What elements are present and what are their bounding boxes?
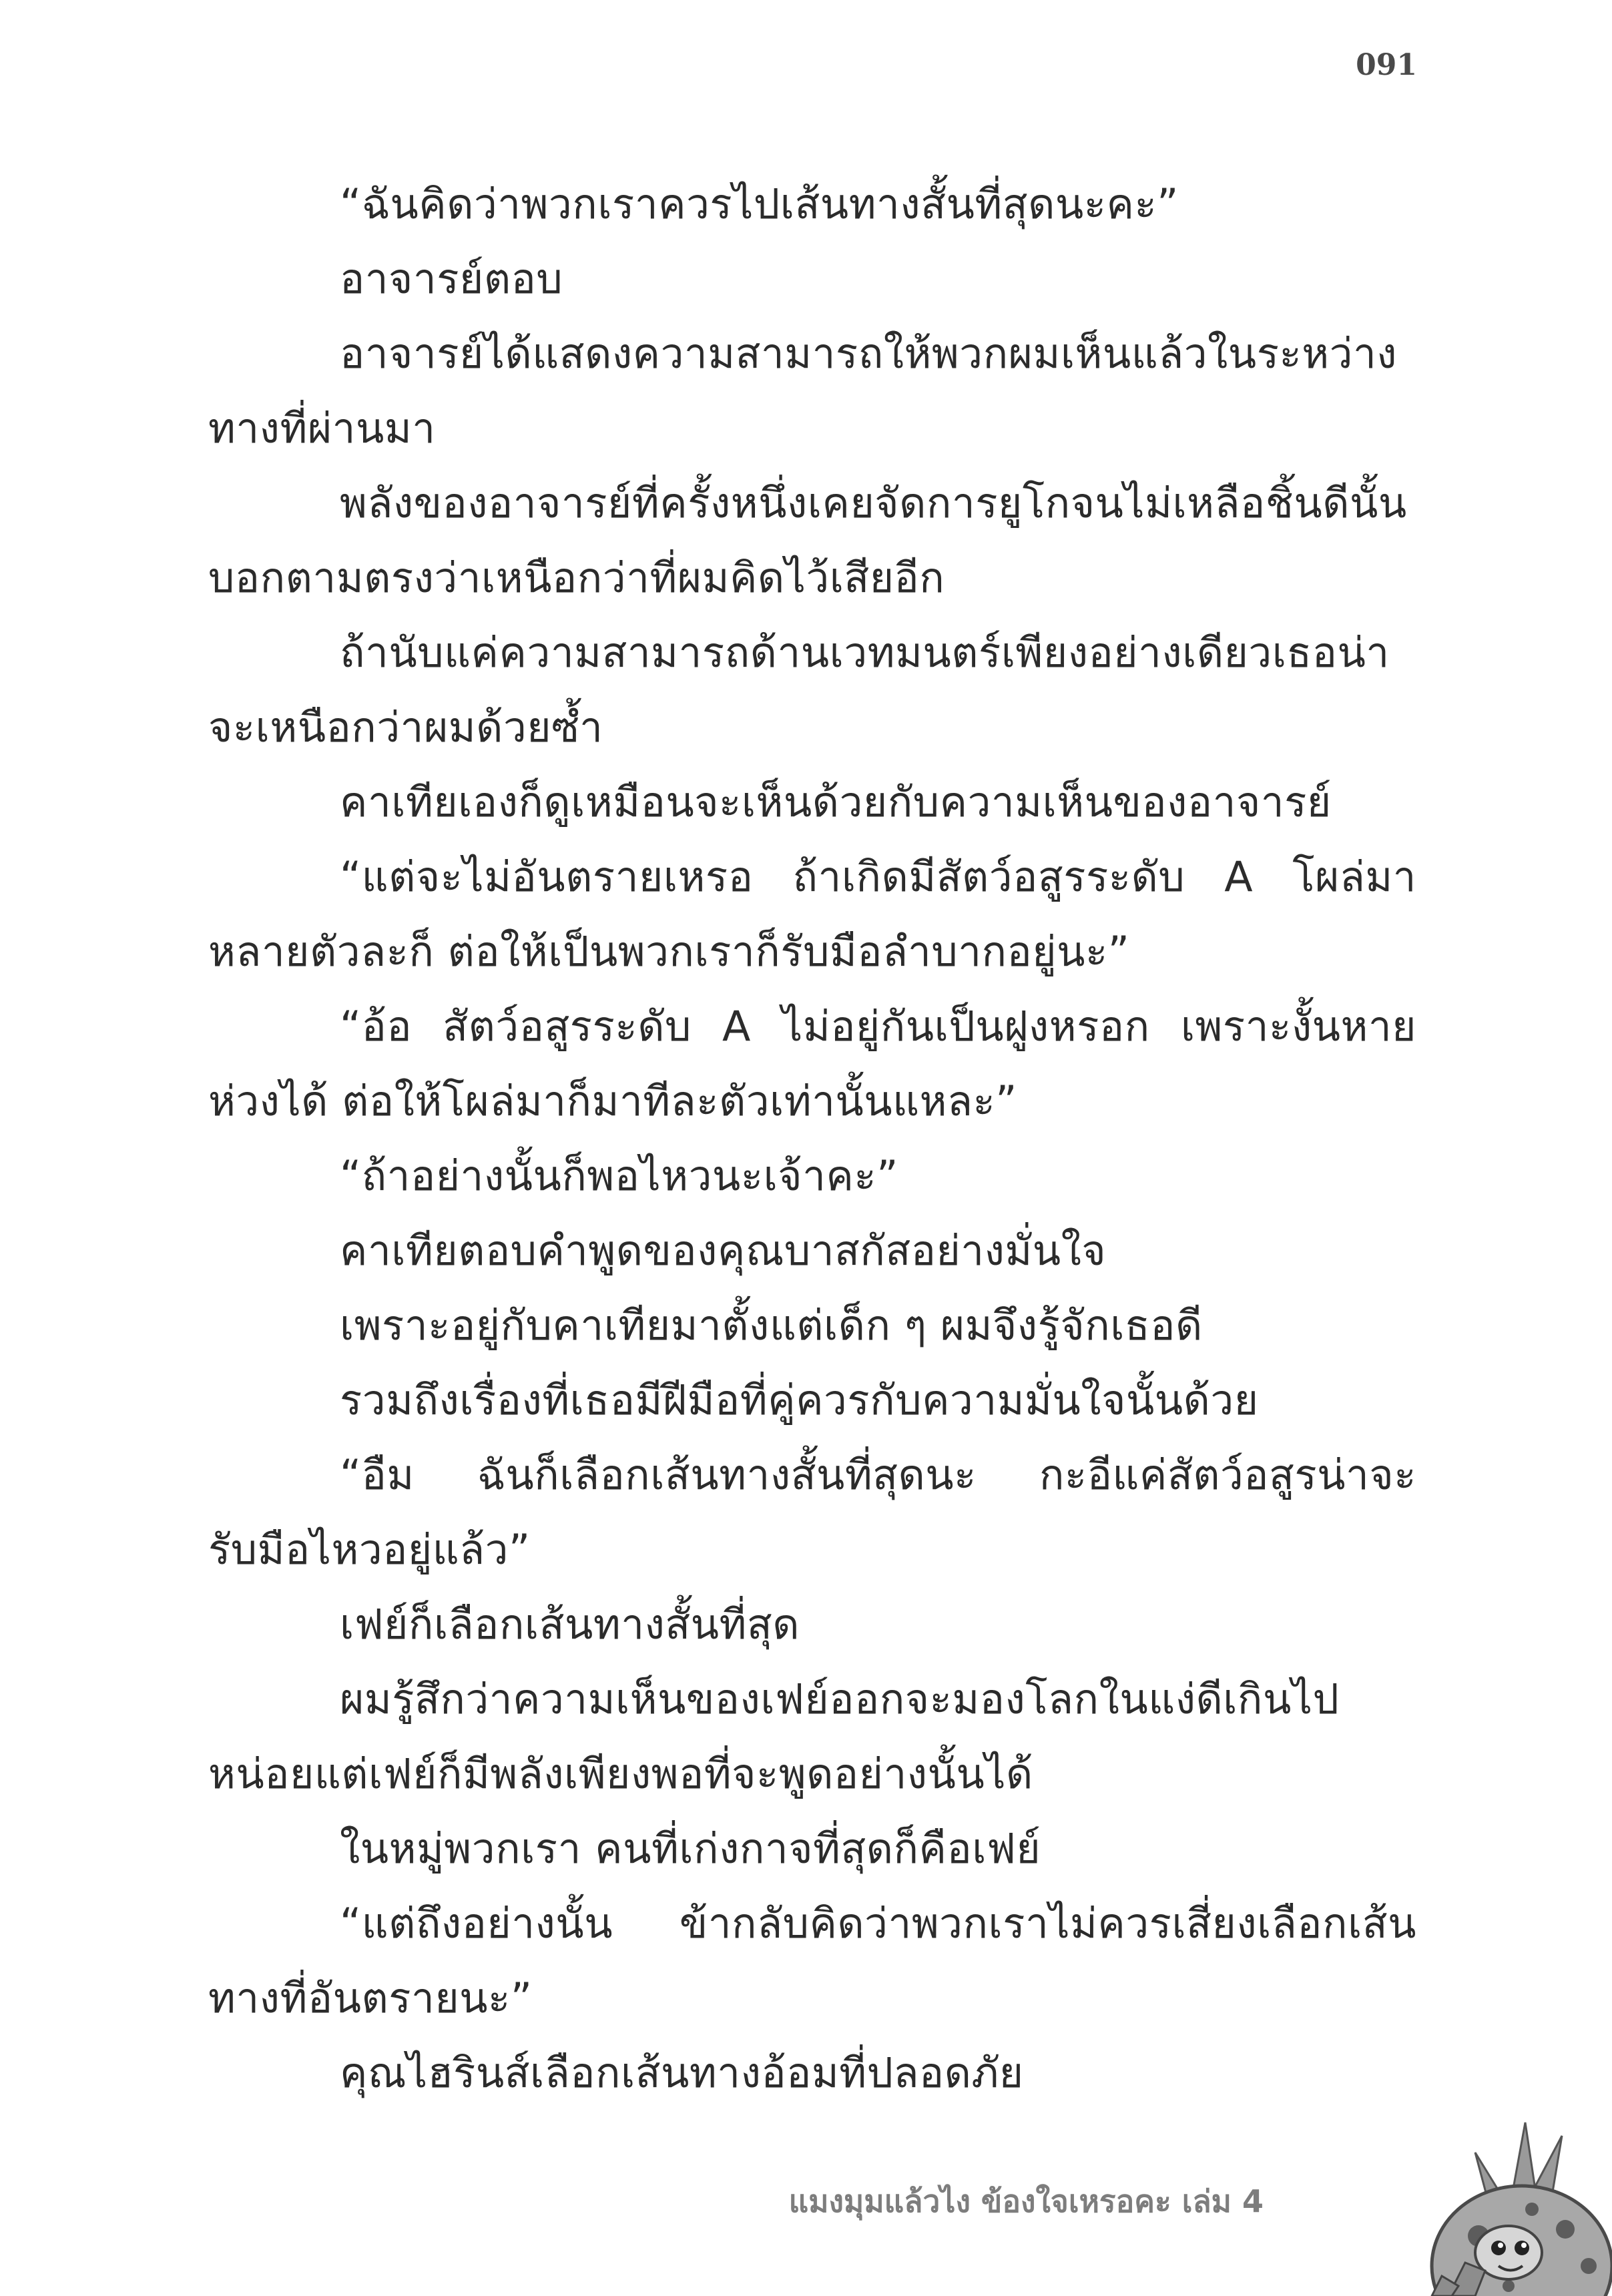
spider-mascot-icon bbox=[1332, 2096, 1612, 2296]
paragraph: “อืม ฉันก็เลือกเส้นทางสั้นที่สุดนะ กะอีแค่สัตว์อสูรน่าจะรับมือไหวอยู่แล้ว” bbox=[208, 1450, 1416, 1574]
page-number: 091 bbox=[1356, 48, 1417, 82]
paragraph: รวมถึงเรื่องที่เธอมีฝีมือที่คู่ควรกับความมั่นใจนั้นด้วย bbox=[340, 1376, 1259, 1424]
paragraph: พลังของอาจารย์ที่ครั้งหนึ่งเคยจัดการยูโกจนไม่เหลือชิ้นดีนั้นบอกตามตรงว่าเหนือกว่าที่ผมคิดไว้เสียอีก bbox=[208, 479, 1407, 602]
paragraph: คาเทียตอบคำพูดของคุณบาสกัสอย่างมั่นใจ bbox=[340, 1226, 1107, 1275]
footer-book-title: แมงมุมแล้วไง ข้องใจเหรอคะ เล่ม 4 bbox=[788, 2183, 1264, 2219]
paragraph: อาจารย์ตอบ bbox=[340, 254, 563, 303]
paragraph: ในหมู่พวกเรา คนที่เก่งกาจที่สุดก็คือเฟย์ bbox=[340, 1824, 1041, 1873]
paragraph: อาจารย์ได้แสดงความสามารถให้พวกผมเห็นแล้วในระหว่างทางที่ผ่านมา bbox=[208, 329, 1398, 453]
paragraph: “แต่จะไม่อันตรายเหรอ ถ้าเกิดมีสัตว์อสูรระดับ A โผล่มาหลายตัวละก็ ต่อให้เป็นพวกเราก็รับมือลำบากอยู่นะ” bbox=[208, 852, 1416, 976]
paragraph: ผมรู้สึกว่าความเห็นของเฟย์ออกจะมองโลกในแง่ดีเกินไปหน่อยแต่เฟย์ก็มีพลังเพียงพอที่จะพูดอย่างนั้นได้ bbox=[208, 1675, 1340, 1798]
paragraph: เฟย์ก็เลือกเส้นทางสั้นที่สุด bbox=[340, 1600, 800, 1649]
body-text bbox=[208, 167, 1416, 2110]
paragraph: “แต่ถึงอย่างนั้น ข้ากลับคิดว่าพวกเราไม่ควรเสี่ยงเลือกเส้นทางที่อันตรายนะ” bbox=[208, 1899, 1416, 2022]
paragraph: “อ้อ สัตว์อสูรระดับ A ไม่อยู่กันเป็นฝูงหรอก เพราะงั้นหายห่วงได้ ต่อให้โผล่มาก็มาทีละตัวเท่านั้นแหละ” bbox=[208, 1002, 1416, 1125]
paragraph: คุณไฮรินส์เลือกเส้นทางอ้อมที่ปลอดภัย bbox=[340, 2048, 1024, 2097]
paragraph: “ถ้าอย่างนั้นก็พอไหวนะเจ้าคะ” bbox=[340, 1151, 898, 1200]
paragraph: “ฉันคิดว่าพวกเราควรไปเส้นทางสั้นที่สุดนะคะ” bbox=[340, 180, 1179, 228]
paragraph: คาเทียเองก็ดูเหมือนจะเห็นด้วยกับความเห็นของอาจารย์ bbox=[340, 778, 1332, 826]
paragraph: ถ้านับแค่ความสามารถด้านเวทมนตร์เพียงอย่างเดียวเธอน่าจะเหนือกว่าผมด้วยซ้ำ bbox=[208, 628, 1390, 752]
paragraph: เพราะอยู่กับคาเทียมาตั้งแต่เด็ก ๆ ผมจึงรู้จักเธอดี bbox=[340, 1301, 1203, 1350]
